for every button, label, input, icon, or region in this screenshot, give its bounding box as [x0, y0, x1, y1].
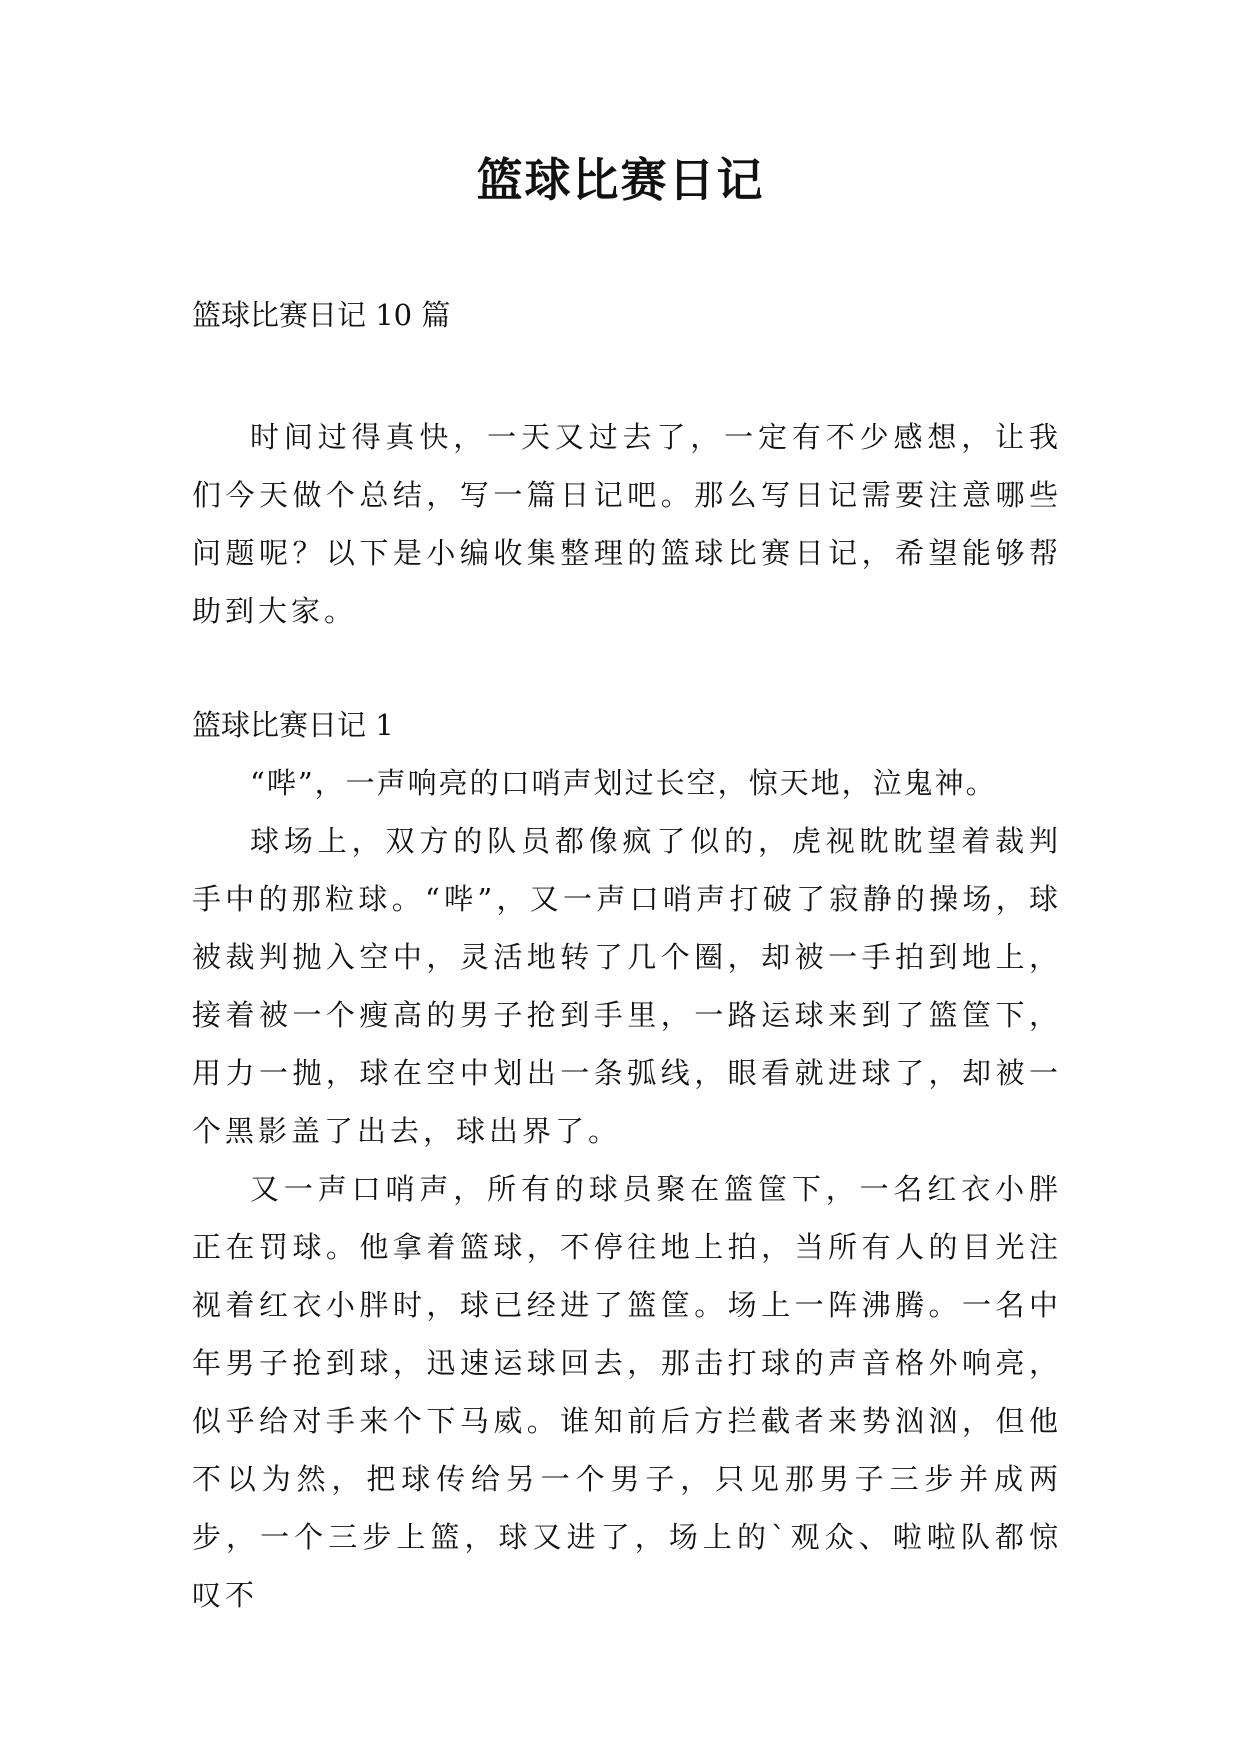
document-title: 篮球比赛日记 [476, 153, 765, 207]
story-paragraph-2: 球场上，双方的队员都像疯了似的，虎视眈眈望着裁判手中的那粒球。“哔”，又一声口哨声打破了寂静的操场，球被裁判抛入空中，灵活地转了几个圈，却被一手拍到地上，接着被一个瘦高的男子抢到手里，一路运球来到了篮筐下，用力一抛，球在空中划出一条弧线，眼看就进球了，却被一个黑影盖了出去，球出界了。 [192, 824, 1062, 1148]
document-subtitle: 篮球比赛日记 10 篇 [192, 298, 451, 332]
intro-block [192, 408, 1062, 640]
story-block [192, 754, 1062, 1624]
section-title: 篮球比赛日记 1 [192, 708, 394, 742]
story-paragraph-3: 又一声口哨声，所有的球员聚在篮筐下，一名红衣小胖正在罚球。他拿着篮球，不停往地上拍，当所有人的目光注视着红衣小胖时，球已经进了篮筐。场上一阵沸腾。一名中年男子抢到球，迅速运球回去，那击打球的声音格外响亮，似乎给对手来个下马威。谁知前后方拦截者来势汹汹，但他不以为然，把球传给另一个男子，只见那男子三步并成两步，一个三步上篮，球又进了，场上的`观众、啦啦队都惊叹不 [192, 1172, 1062, 1612]
story-paragraph-1: “哔”，一声响亮的口哨声划过长空，惊天地，泣鬼神。 [250, 766, 997, 800]
intro-paragraph: 时间过得真快，一天又过去了，一定有不少感想，让我们今天做个总结，写一篇日记吧。那么写日记需要注意哪些问题呢？以下是小编收集整理的篮球比赛日记，希望能够帮助到大家。 [192, 420, 1062, 628]
